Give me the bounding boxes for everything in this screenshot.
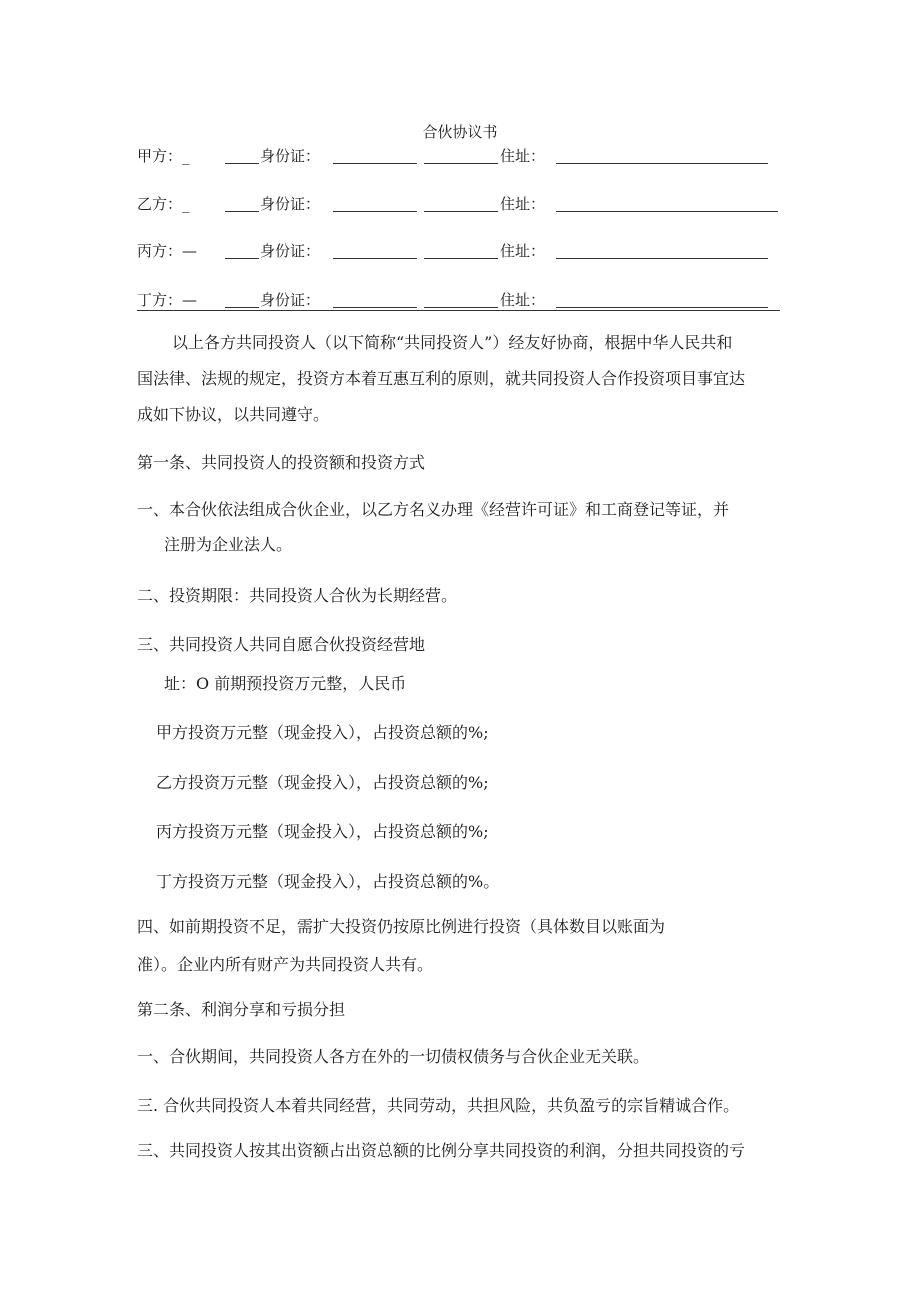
party-name: 丙方：—: [137, 242, 198, 260]
clause-line: 三、共同投资人共同自愿合伙投资经营地: [137, 635, 426, 654]
blank-line: [424, 258, 498, 259]
address-label: 住址：: [500, 195, 546, 213]
blank-line: [333, 211, 417, 212]
clause-line: 一、合伙期间，共同投资人各方在外的一切债权债务与合伙企业无关联。: [137, 1047, 650, 1066]
address-label: 住址：: [500, 291, 546, 309]
blank-line: [333, 163, 417, 164]
clause-line: 准）。企业内所有财产为共同投资人共有。: [137, 955, 434, 974]
intro-line: 以上各方共同投资人（以下简称“共同投资人”）经友好协商，根据中华人民共和: [172, 333, 733, 352]
address-label: 住址：: [500, 242, 546, 260]
divider: [137, 310, 780, 311]
clause-line: 三. 合伙共同投资人本着共同经营，共同劳动，共担风险，共负盈亏的宗旨精诚合作。: [137, 1096, 740, 1115]
blank-line: [556, 258, 768, 259]
share-line: 丙方投资万元整（现金投入），占投资总额的%;: [156, 822, 489, 841]
blank-line: [333, 307, 417, 308]
blank-line: [424, 211, 498, 212]
blank-line: [424, 307, 498, 308]
blank-line: [225, 307, 259, 308]
article-heading: 第一条、共同投资人的投资额和投资方式: [137, 453, 426, 472]
id-label: 身份证：: [260, 147, 321, 165]
blank-line: [424, 163, 498, 164]
id-label: 身份证：: [260, 195, 321, 213]
blank-line: [225, 211, 259, 212]
address-label: 住址：: [500, 147, 546, 165]
clause-line: 址：O 前期预投资万元整，人民币: [164, 674, 407, 693]
share-line: 甲方投资万元整（现金投入），占投资总额的%;: [156, 723, 489, 742]
id-label: 身份证：: [260, 242, 321, 260]
article-heading: 第二条、利润分享和亏损分担: [137, 1000, 346, 1019]
clause-line: 二、投资期限：共同投资人合伙为长期经营。: [137, 586, 458, 605]
intro-line: 国法律、法规的规定，投资方本着互惠互利的原则，就共同投资人合作投资项目事宜达: [137, 369, 746, 388]
clause-line: 四、如前期投资不足，需扩大投资仍按原比例进行投资（具体数目以账面为: [137, 917, 666, 936]
party-name: 甲方：_: [137, 147, 190, 165]
blank-line: [556, 163, 768, 164]
party-name: 乙方：_: [137, 195, 190, 213]
party-name: 丁方：—: [137, 291, 198, 309]
clause-line: 注册为企业法人。: [164, 535, 293, 554]
blank-line: [556, 307, 768, 308]
blank-line: [333, 258, 417, 259]
blank-line: [556, 211, 778, 212]
intro-line: 成如下协议，以共同遵守。: [137, 405, 330, 424]
clause-line: 一、本合伙依法组成合伙企业，以乙方名义办理《经营许可证》和工商登记等证，并: [137, 500, 730, 519]
blank-line: [225, 258, 259, 259]
share-line: 丁方投资万元整（现金投入），占投资总额的%。: [156, 872, 500, 891]
clause-line: 三、共同投资人按其出资额占出资总额的比例分享共同投资的利润，分担共同投资的亏: [137, 1141, 746, 1160]
document-title: 合伙协议书: [422, 123, 498, 141]
share-line: 乙方投资万元整（现金投入），占投资总额的%;: [156, 773, 489, 792]
id-label: 身份证：: [260, 291, 321, 309]
blank-line: [225, 163, 259, 164]
